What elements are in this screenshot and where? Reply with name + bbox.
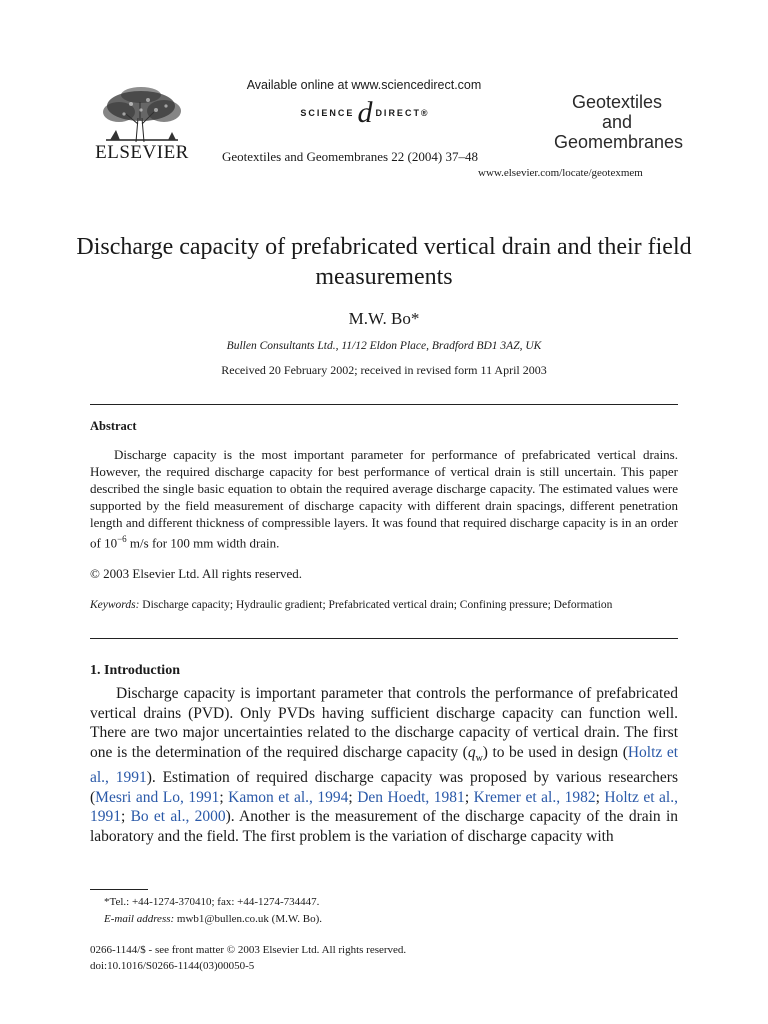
abstract-tail: m/s for 100 mm width drain.	[126, 535, 280, 551]
received-dates: Received 20 February 2002; received in revised form 11 April 2003	[221, 363, 547, 377]
journal-logo-line-2: and	[601, 112, 633, 132]
footnote-rule	[90, 889, 148, 890]
section-heading-introduction: 1. Introduction	[90, 663, 180, 678]
footnote-email	[104, 913, 322, 925]
keywords-label: Keywords:	[90, 599, 140, 611]
divider-bottom	[90, 638, 678, 639]
intro-text-3: ). Estimation of required discharge capacity was proposed by various researchers (	[90, 769, 679, 806]
abstract-main: Discharge capacity is the most important parameter for performance of prefabricated vertical drains. However, the required discharge capacity for best performance of vertical drain is still uncertain. This paper described the single basic equation to obtain the required average discharge capacity. The estimated values were supported by the field measurement of discharge capacity with different drain spacings, different penetration length and different thickness of compressible layers. It was found that required discharge capacity is in an order of	[90, 447, 678, 551]
intro-text-1: Discharge capacity is important parameter that controls the performance of prefabricated vertical drains (PVD). Only PVDs having sufficient discharge capacity can function well. There are two major uncertainties related to the discharge capacity of vertical drain. The first one is the determination of the required discharge capacity (	[90, 685, 678, 761]
author-affiliation: Bullen Consultants Ltd., 11/12 Eldon Place, Bradford BD1 3AZ, UK	[226, 340, 542, 352]
citation-separator: ;	[348, 788, 358, 806]
sciencedirect-left: SCIENCE	[300, 108, 355, 118]
doi-link[interactable]: doi:10.1016/S0266-1144(03)00050-5	[90, 960, 255, 972]
citation-link[interactable]: Holtz et al., 1991	[90, 743, 679, 787]
available-online-text[interactable]: Available online at www.sciencedirect.com	[246, 78, 482, 92]
email-address[interactable]: mwb1@bullen.co.uk (M.W. Bo).	[174, 913, 322, 925]
abstract-text	[90, 446, 678, 551]
email-label: E-mail address:	[104, 913, 175, 925]
elsevier-tree-icon	[86, 84, 198, 144]
citation-separator: ;	[464, 788, 474, 806]
sciencedirect-logo	[290, 98, 440, 128]
journal-logo	[554, 92, 684, 152]
intro-text-4: ). Another is the measurement of the discharge capacity of the drain in laboratory and the field. The first problem is the variation of discharge capacity with	[90, 808, 678, 845]
journal-citation: Geotextiles and Geomembranes 22 (2004) 37–48	[222, 149, 478, 164]
abstract-exponent: −6	[117, 534, 127, 544]
citation-link[interactable]: Den Hoedt, 1981	[357, 788, 465, 806]
intro-text-2: ) to be used in design (	[482, 743, 628, 761]
sciencedirect-at-icon: d	[357, 96, 373, 129]
sciencedirect-right: DIRECT®	[375, 108, 430, 118]
citation-link[interactable]: Mesri and Lo, 1991	[95, 788, 220, 806]
citation-separator: ;	[121, 808, 131, 826]
citation-link[interactable]: Kamon et al., 1994	[228, 788, 349, 806]
elsevier-logo	[86, 84, 198, 164]
abstract-copyright: © 2003 Elsevier Ltd. All rights reserved.	[90, 566, 303, 581]
citation-link[interactable]: Kremer et al., 1982	[473, 788, 596, 806]
divider-top	[90, 404, 678, 405]
journal-url-link[interactable]: www.elsevier.com/locate/geotexmem	[478, 167, 643, 179]
citation-separator: ;	[595, 788, 605, 806]
publisher-name: ELSEVIER	[95, 142, 189, 163]
journal-logo-line-3: Geomembranes	[554, 132, 684, 152]
footnote-telephone: *Tel.: +44-1274-370410; fax: +44-1274-734447.	[104, 896, 320, 908]
abstract-exponent-base: 10	[104, 535, 118, 551]
citation-separator: ;	[219, 788, 229, 806]
front-matter: 0266-1144/$ - see front matter © 2003 Elsevier Ltd. All rights reserved.	[90, 944, 407, 956]
qw-symbol: q	[467, 743, 476, 761]
keywords	[90, 598, 678, 613]
introduction-paragraph	[90, 684, 678, 846]
citation-link[interactable]: Holtz et al., 1991	[90, 788, 678, 826]
keywords-list: Discharge capacity; Hydraulic gradient; Prefabricated vertical drain; Confining pressure; Deformation	[142, 599, 613, 611]
journal-logo-line-1: Geotextiles	[571, 92, 663, 112]
qw-subscript: w	[475, 752, 483, 764]
author-name: M.W. Bo*	[348, 309, 420, 328]
citation-link[interactable]: Bo et al., 2000	[130, 808, 226, 826]
article-title: Discharge capacity of prefabricated vertical drain and their field measurements	[76, 234, 692, 290]
abstract-heading: Abstract	[90, 419, 137, 433]
